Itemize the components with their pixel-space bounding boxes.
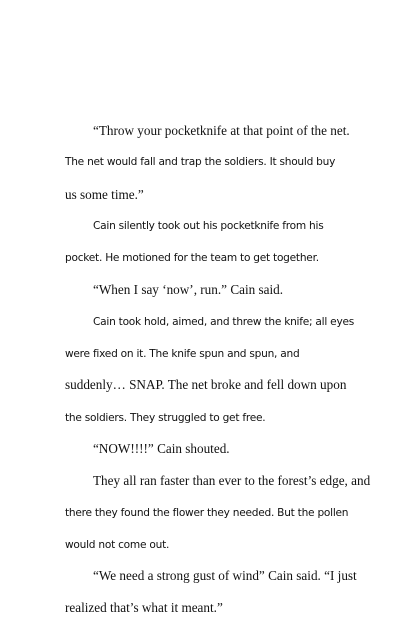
text-line-12: They all ran faster than ever to the forest’s edge, and [93,473,371,488]
text-line-10: the soldiers. They struggled to get free. [65,412,266,424]
text-line-7: Cain took hold, aimed, and threw the knife; all eyes [93,316,354,328]
text-line-2: The net would fall and trap the soldiers. It should buy [65,156,336,168]
text-line-4: Cain silently took out his pocketknife from his [93,220,324,232]
text-line-11: “NOW!!!!” Cain shouted. [93,441,230,456]
text-line-14: would not come out. [65,539,170,551]
text-line-1: “Throw your pocketknife at that point of the net. [93,123,350,138]
text-line-13: there they found the flower they needed. But the pollen [65,507,349,519]
text-line-3: us some time.” [65,187,144,202]
text-line-9: suddenly… SNAP. The net broke and fell down upon [65,377,347,392]
text-line-6: “When I say ‘now’, run.” Cain said. [93,282,284,297]
text-line-5: pocket. He motioned for the team to get together. [65,252,319,264]
text-line-16: realized that’s what it meant.” [65,600,223,615]
text-line-15: “We need a strong gust of wind” Cain said. “I just [93,568,357,583]
text-line-8: were fixed on it. The knife spun and spun, and [65,348,300,360]
